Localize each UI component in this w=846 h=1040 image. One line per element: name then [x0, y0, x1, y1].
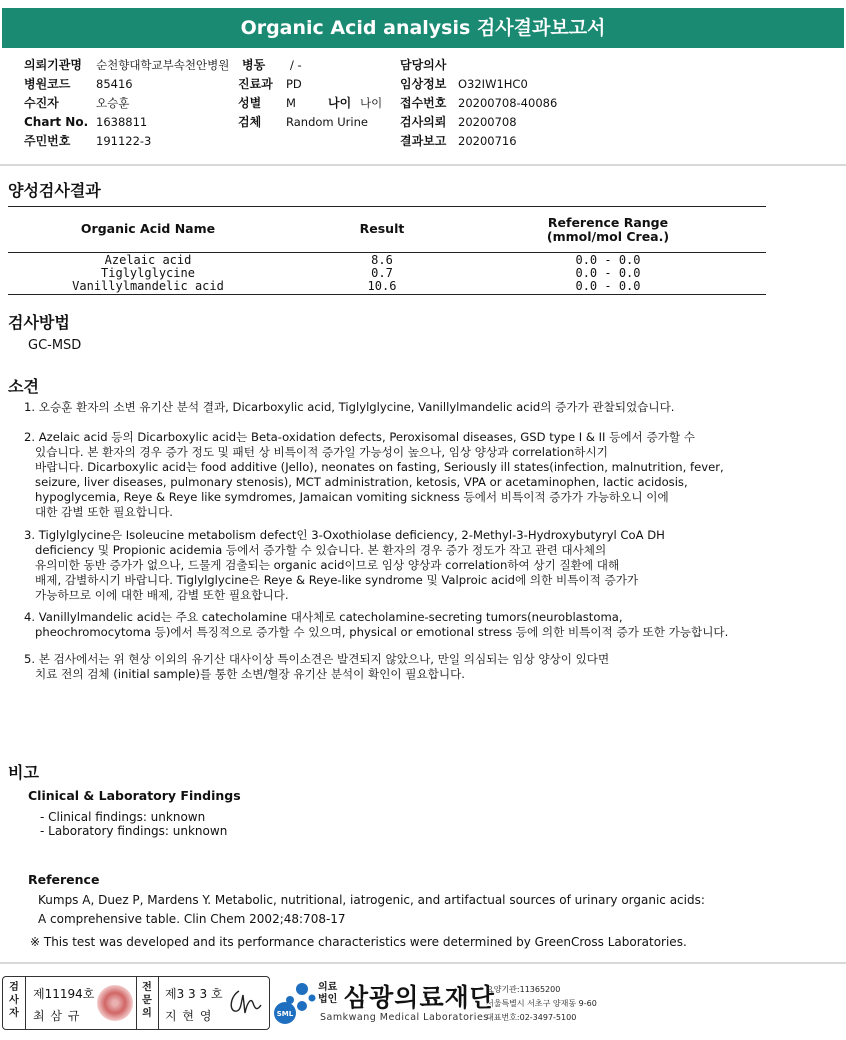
seal-stamp: [97, 985, 133, 1021]
method-value: GC-MSD: [28, 338, 82, 353]
finding-paragraph: [24, 400, 846, 415]
table-bottom-rule: [8, 294, 766, 295]
laboratory-finding-line: - Laboratory findings: unknown: [40, 824, 228, 838]
hospital-label: 의뢰기관명: [24, 58, 82, 72]
divider: [0, 164, 846, 166]
method-title: 검사방법: [8, 313, 70, 332]
specialist-label: 전 문 의: [142, 982, 152, 1019]
findings-title: 소견: [8, 377, 39, 396]
finding-line: 5. 본 검사에서는 위 현상 이외의 유기산 대사이상 특이소견은 발견되지 않았으나, 만일 의심되는 임상 양상이 있다면: [24, 652, 610, 666]
resident-label: 주민번호: [24, 134, 71, 148]
ward-value: / -: [290, 58, 302, 72]
examiner-label: 검 사 자: [9, 982, 19, 1019]
finding-paragraph: [24, 528, 846, 603]
finding-paragraph: [24, 652, 846, 682]
logo-prefix: [318, 982, 337, 1006]
col-ref-header-2: (mmol/mol Crea.): [546, 229, 670, 244]
finding-line: 가능하므로 이에 대한 배제, 감별 또한 필요합니다.: [24, 588, 289, 602]
hospital-value: 순천향대학교부속천안병원: [96, 58, 230, 72]
dept-label: 진료과: [238, 77, 273, 91]
patient-info: [24, 56, 824, 151]
resident-value: 191122-3: [96, 134, 152, 148]
hcode-label: 병원코드: [24, 77, 71, 91]
reference-line-2: A comprehensive table. Clin Chem 2002;48:708-17: [38, 912, 346, 926]
row-ref: 0.0 - 0.0: [575, 253, 641, 267]
finding-line: 3. Tiglylglycine은 Isoleucine metabolism defect인 3-Oxothiolase deficiency, 2-Methyl-3-Hydroxybutyryl CoA DH: [24, 528, 665, 542]
row-ref: 0.0 - 0.0: [575, 266, 641, 280]
logo-code: 요양기관:11365200: [486, 985, 561, 994]
lab-logo: [272, 976, 846, 1030]
ward-label: 병동: [242, 58, 266, 72]
row-name: Azelaic acid: [104, 253, 192, 267]
finding-line: 유의미한 동반 증가가 없으나, 드물게 검출되는 organic acid이므로 임상 양상과 correlation하여 상기 질환에 대해: [24, 558, 620, 572]
signature-icon: [225, 985, 265, 1019]
reference-line-1: Kumps A, Duez P, Mardens Y. Metabolic, nutritional, iatrogenic, and artifactual sources of urinary organic acids:: [38, 893, 705, 907]
row-result: 0.7: [371, 266, 393, 280]
clinical-finding-line: - Clinical findings: unknown: [40, 810, 206, 824]
report-label: 결과보고: [400, 134, 447, 148]
specimen-label: 검체: [238, 115, 262, 129]
logo-phone: 대표번호:02-3497-5100: [486, 1013, 577, 1022]
age-value: 나이: [360, 96, 383, 110]
dept-value: PD: [286, 77, 302, 91]
sml-logo-icon: [272, 980, 316, 1026]
clinical-findings-title: Clinical & Laboratory Findings: [28, 788, 241, 803]
finding-line: 있습니다. 본 환자의 경우 증가 정도 및 패턴 상 비특이적 증가일 가능성이 높으나, 임상 양상과 correlation하시기: [24, 445, 608, 459]
request-label: 검사의뢰: [400, 115, 447, 129]
positive-results-title: 양성검사결과: [8, 181, 101, 200]
row-name: Tiglylglycine: [101, 266, 195, 280]
examiner-name: 최 삼 규: [33, 1009, 81, 1023]
logo-badge: SML: [276, 1010, 294, 1018]
disclaimer: ※ This test was developed and its performance characteristics were determined by GreenCross Laboratories.: [30, 935, 687, 949]
specialist-number: 제3 3 3 호: [165, 987, 223, 1001]
sex-value: M: [286, 96, 296, 110]
age-label: 나이: [328, 96, 352, 110]
footer-divider: [0, 962, 846, 964]
report-title: Organic Acid analysis 검사결과보고서: [2, 8, 844, 48]
row-name: Vanillylmandelic acid: [72, 279, 224, 293]
logo-address: 서울특별시 서초구 양재동 9-60: [486, 999, 597, 1008]
finding-line: 배제, 감별하시기 바랍니다. Tiglylglycine은 Reye & Reye-like syndrome 및 Valproic acid에 의한 비특이적 증가가: [24, 573, 639, 587]
clinical-value: O32IW1HC0: [458, 77, 528, 91]
specialist-name: 지 현 영: [165, 1009, 213, 1023]
logo-name: 삼광의료재단: [344, 983, 495, 1012]
finding-line: 치료 전의 검체 (initial sample)를 통한 소변/혈장 유기산 분석이 확인이 필요합니다.: [24, 667, 465, 681]
clinical-label: 임상정보: [400, 77, 447, 91]
receipt-label: 접수번호: [400, 96, 447, 110]
report-value: 20200716: [458, 134, 517, 148]
finding-line: 2. Azelaic acid 등의 Dicarboxylic acid는 Beta-oxidation defects, Peroxisomal diseases, GSD type I & II 등에서 증가할 수: [24, 430, 695, 444]
divider: [25, 977, 26, 1029]
finding-line: pheochromocytoma 등)에서 특징적으로 증가할 수 있으며, physical or emotional stress 등에 의한 비특이적 증가 또한 가능합니다.: [24, 625, 729, 639]
examiner-number: 제11194호: [33, 987, 95, 1001]
finding-line: 1. 오승훈 환자의 소변 유기산 분석 결과, Dicarboxylic acid, Tiglylglycine, Vanillylmandelic acid의 증가가 관찰되었습니다.: [24, 400, 675, 414]
chart-value: 1638811: [96, 115, 148, 129]
table-top-rule: [8, 206, 766, 207]
col-ref-header-1: Reference Range: [547, 215, 669, 230]
hcode-value: 85416: [96, 77, 133, 91]
request-value: 20200708: [458, 115, 517, 129]
logo-english: Samkwang Medical Laboratories: [320, 1012, 489, 1023]
receipt-value: 20200708-40086: [458, 96, 558, 110]
row-ref: 0.0 - 0.0: [575, 279, 641, 293]
divider: [136, 977, 137, 1029]
row-result: 8.6: [371, 253, 393, 267]
finding-paragraph: [24, 610, 846, 640]
finding-line: 4. Vanillylmandelic acid는 주요 catecholamine 대사체로 catecholamine-secreting tumors(neuroblastoma,: [24, 610, 623, 624]
finding-line: 대한 감별 또한 필요합니다.: [24, 505, 173, 519]
patient-value: 오승훈: [96, 96, 130, 110]
sex-label: 성별: [238, 96, 262, 110]
chart-label: Chart No.: [24, 115, 89, 129]
col-name-header: Organic Acid Name: [80, 221, 216, 236]
row-result: 10.6: [367, 279, 397, 293]
logo-prefix-2: 법인: [318, 994, 338, 1005]
col-result-header: Result: [359, 221, 405, 236]
finding-line: 바랍니다. Dicarboxylic acid는 food additive (Jello), neonates on fasting, Seriously ill states(infection, malnutrition, fever,: [24, 460, 724, 474]
doctor-label: 담당의사: [400, 58, 447, 72]
finding-line: deficiency 및 Propionic acidemia 등에서 증가할 수 있습니다. 본 환자의 경우 증가 정도가 작고 관련 대사체의: [24, 543, 607, 557]
reference-title: Reference: [28, 872, 100, 887]
specimen-value: Random Urine: [286, 115, 368, 129]
finding-line: seizure, liver diseases, pulmonary stenosis), MCT administration, ketosis, VPA or acetaminophen, lactic acidosis,: [24, 475, 688, 489]
finding-line: hypoglycemia, Reye & Reye like symdromes, Jamaican vomiting sickness 등에서 비특이적 증가가 가능하오니 이에: [24, 490, 669, 504]
finding-paragraph: [24, 430, 846, 520]
logo-prefix-1: 의료: [318, 982, 338, 993]
signature-box: [2, 976, 270, 1030]
divider: [158, 977, 159, 1029]
remarks-title: 비고: [8, 763, 39, 782]
patient-label: 수진자: [24, 96, 59, 110]
